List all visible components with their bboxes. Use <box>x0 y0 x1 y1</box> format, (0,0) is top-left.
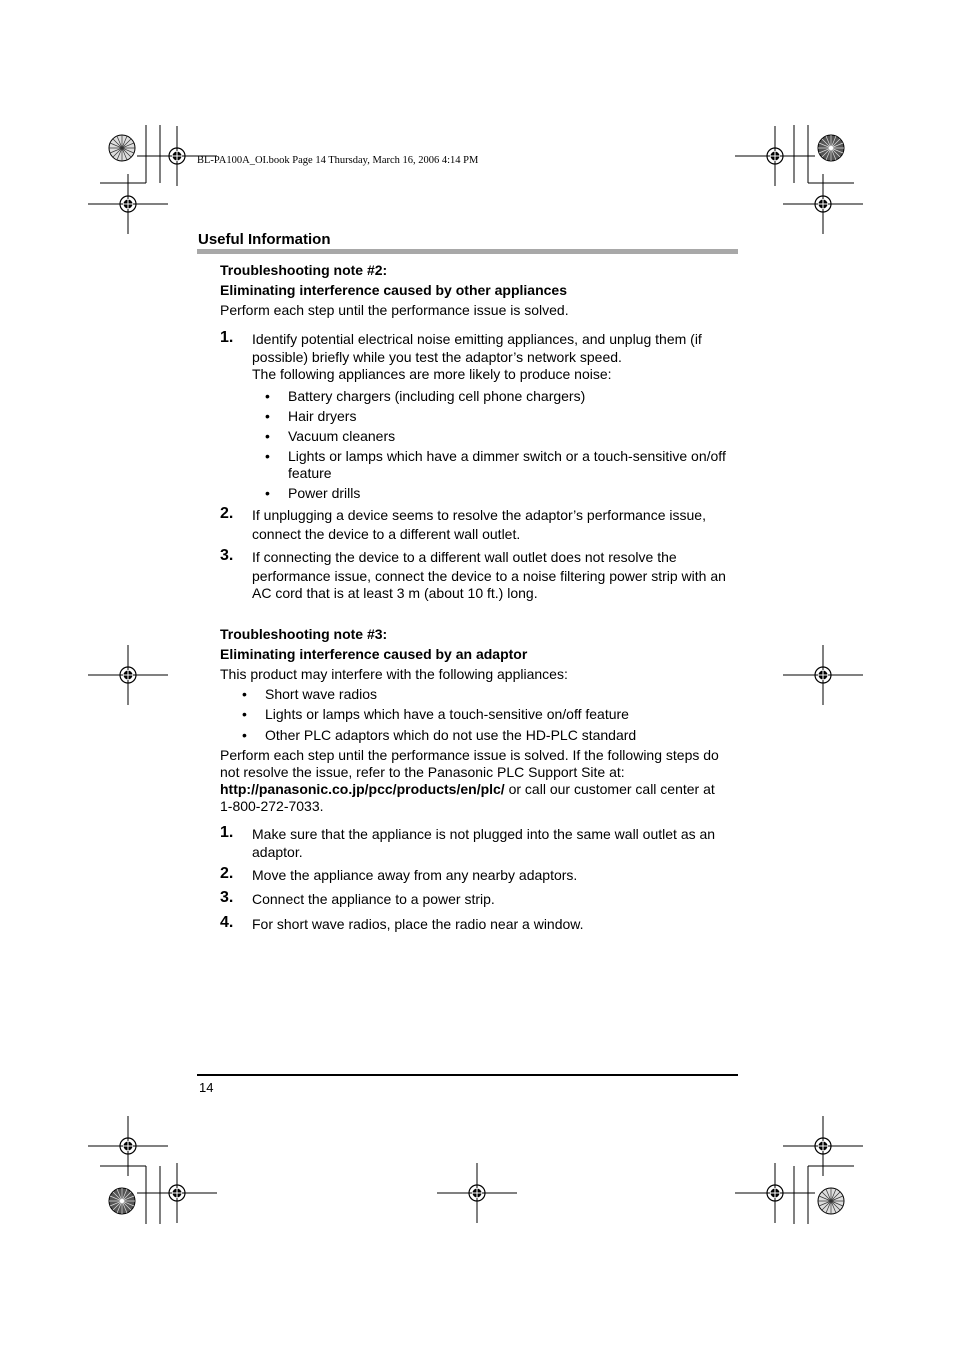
step-text-line: The following appliances are more likely to produce noise: <box>252 366 612 382</box>
bullet-icon: • <box>242 727 247 743</box>
bullet-icon: • <box>265 388 270 404</box>
step-text-line: Move the appliance away from any nearby adaptors. <box>252 867 578 883</box>
step-number: 1. <box>220 824 234 841</box>
note2-step-2 <box>252 506 706 543</box>
note3-subtitle: Eliminating interference caused by an adaptor <box>220 646 528 662</box>
paragraph-line: Perform each step until the performance issue is solved. If the following steps do <box>220 747 719 763</box>
step-text-line: Connect the appliance to a power strip. <box>252 891 495 907</box>
note3-step-2 <box>252 866 577 884</box>
step-text-line: possible) briefly while you test the adaptor’s network speed. <box>252 349 622 365</box>
paragraph-text: or call our customer call center at <box>504 781 715 797</box>
bullet-icon: • <box>265 408 270 424</box>
bullet-icon: • <box>265 428 270 444</box>
step-text-line: connect the device to a different wall outlet. <box>252 526 521 542</box>
section-rule <box>197 249 738 254</box>
book-header-stamp: BL-PA100A_OI.book Page 14 Thursday, March 16, 2006 4:14 PM <box>197 155 479 166</box>
step-text-line: Make sure that the appliance is not plugged into the same wall outlet as an <box>252 826 716 842</box>
note3-step-3 <box>252 890 495 908</box>
list-item-text: feature <box>288 465 332 481</box>
page-number: 14 <box>199 1080 214 1095</box>
support-site-link[interactable]: http://panasonic.co.jp/pcc/products/en/plc/ <box>220 781 505 797</box>
step-text-line: If connecting the device to a different wall outlet does not resolve the <box>252 549 677 565</box>
list-item-text: Power drills <box>288 485 361 501</box>
note3-intro: This product may interfere with the following appliances: <box>220 666 568 682</box>
step-text-line: performance issue, connect the device to a noise filtering power strip with an <box>252 568 726 584</box>
note2-title: Troubleshooting note #2: <box>220 262 388 278</box>
step-text-line: adaptor. <box>252 844 303 860</box>
list-item-text: Lights or lamps which have a dimmer switch or a touch-sensitive on/off <box>288 448 726 464</box>
footer-rule <box>197 1074 738 1076</box>
note3-step-1 <box>252 825 715 861</box>
step-number: 3. <box>220 889 234 906</box>
list-item-text: Short wave radios <box>265 686 378 702</box>
step-text-line: If unplugging a device seems to resolve the adaptor’s performance issue, <box>252 507 706 523</box>
note2-step-1 <box>252 330 702 383</box>
step-text-line: Identify potential electrical noise emitting appliances, and unplug them (if <box>252 331 702 347</box>
note2-intro: Perform each step until the performance issue is solved. <box>220 302 569 318</box>
step-number: 3. <box>220 547 234 564</box>
note3-step-4 <box>252 915 584 933</box>
list-item-text: Vacuum cleaners <box>288 428 396 444</box>
step-number: 2. <box>220 505 234 522</box>
bullet-icon: • <box>242 686 247 702</box>
step-number: 4. <box>220 914 234 931</box>
bullet-icon: • <box>265 485 270 501</box>
paragraph-line <box>220 781 750 798</box>
list-item-text: Lights or lamps which have a touch-sensitive on/off feature <box>265 706 629 722</box>
list-item-text: Hair dryers <box>288 408 357 424</box>
section-title: Useful Information <box>198 231 331 248</box>
step-number: 2. <box>220 865 234 882</box>
list-item-text: Other PLC adaptors which do not use the HD-PLC standard <box>265 727 637 743</box>
list-item-text: Battery chargers (including cell phone chargers) <box>288 388 586 404</box>
paragraph-line: not resolve the issue, refer to the Panasonic PLC Support Site at: <box>220 764 625 780</box>
step-text-line: For short wave radios, place the radio near a window. <box>252 916 584 932</box>
note2-step-3 <box>252 548 726 602</box>
note3-paragraph <box>220 747 750 815</box>
bullet-icon: • <box>242 706 247 722</box>
bullet-icon: • <box>265 448 270 464</box>
note2-subtitle: Eliminating interference caused by other appliances <box>220 282 567 298</box>
note3-title: Troubleshooting note #3: <box>220 626 388 642</box>
step-number: 1. <box>220 329 234 346</box>
paragraph-line: 1-800-272-7033. <box>220 798 324 814</box>
step-text-line: AC cord that is at least 3 m (about 10 ft.) long. <box>252 585 538 601</box>
